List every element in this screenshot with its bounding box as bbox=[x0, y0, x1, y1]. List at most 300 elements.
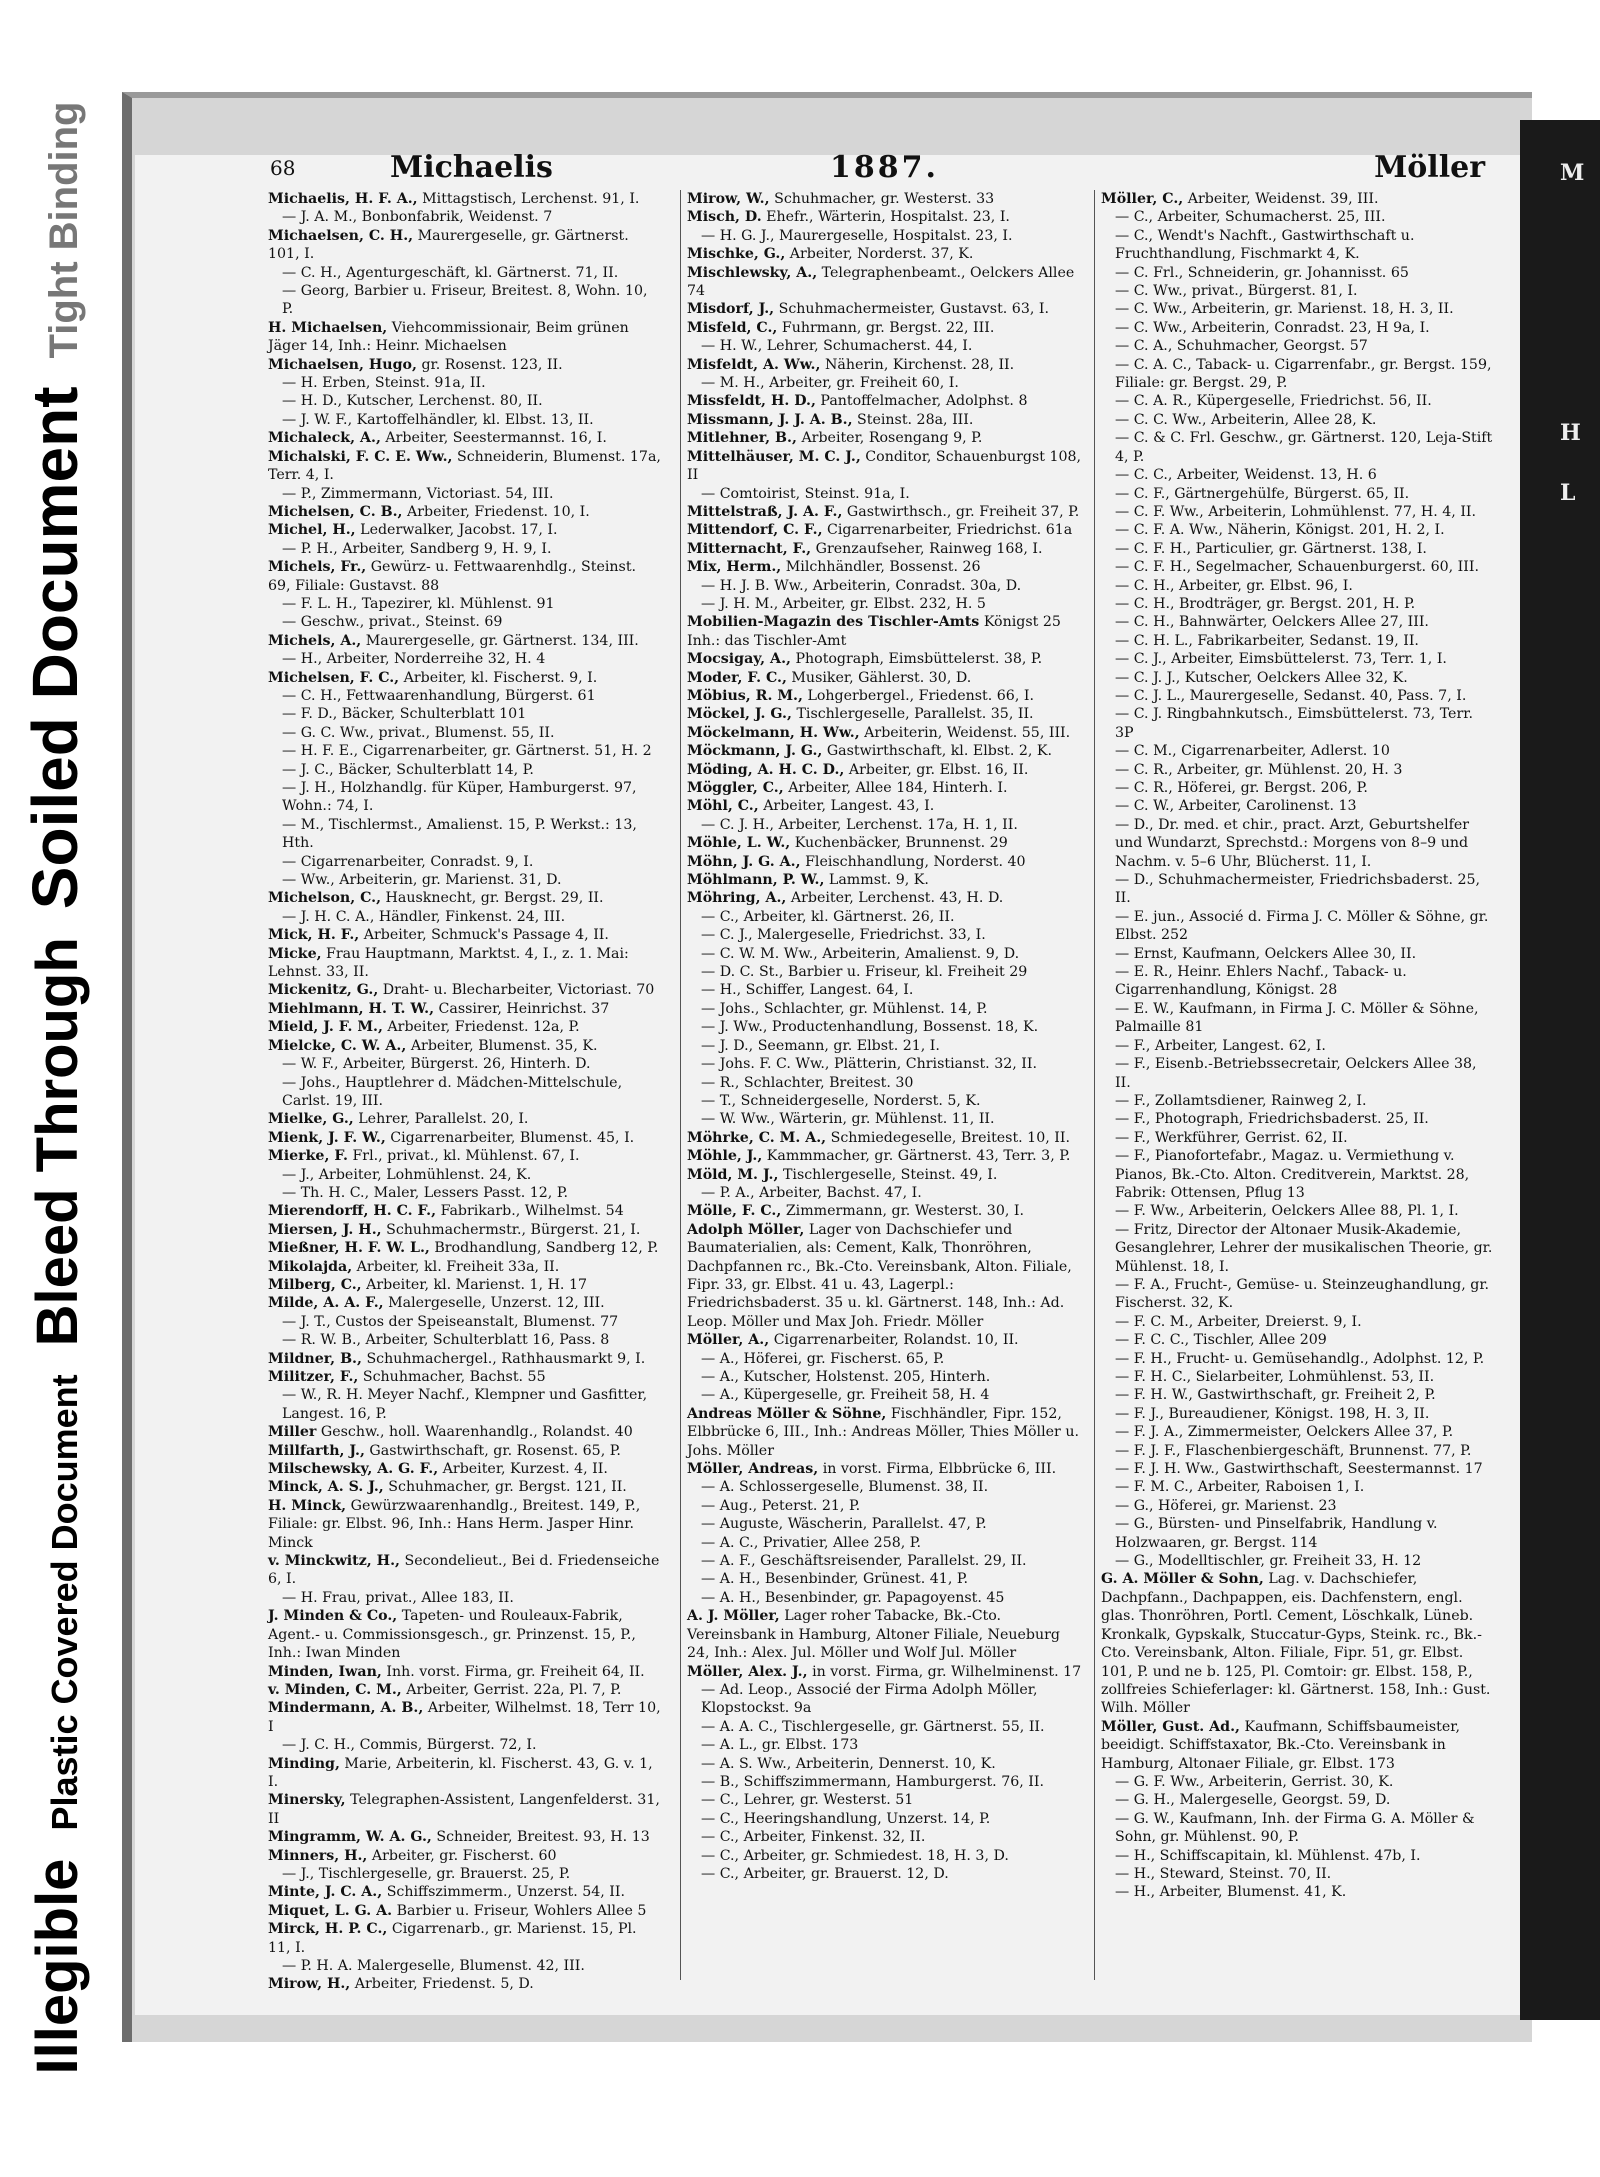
directory-entry bbox=[268, 1736, 663, 1754]
entry-text: — E. W., Kaufmann, in Firma J. C. Möller & Söhne, Palmaille 81 bbox=[1115, 1000, 1479, 1036]
directory-entry bbox=[268, 448, 663, 485]
entry-name: A. J. Möller, bbox=[687, 1608, 780, 1625]
directory-entry bbox=[687, 1092, 1082, 1110]
directory-entry bbox=[268, 1975, 663, 1993]
entry-text: — G., Bürsten- und Pinselfabrik, Handlung v. Holzwaaren, gr. Bergst. 114 bbox=[1115, 1516, 1438, 1551]
entry-text: — C. A. C., Taback- u. Cigarrenfabr., gr. Bergst. 159, Filiale: gr. Bergst. 29, P. bbox=[1115, 356, 1492, 392]
directory-entry bbox=[687, 429, 1082, 447]
directory-entry bbox=[1101, 1202, 1496, 1220]
entry-name: Mischlewsky, A., bbox=[687, 264, 818, 281]
entry-name: Michaelsen, Hugo, bbox=[268, 356, 417, 373]
directory-entry bbox=[687, 1570, 1082, 1588]
directory-entry bbox=[687, 1791, 1082, 1809]
entry-text: — F. C. M., Arbeiter, Dreierst. 9, I. bbox=[1115, 1313, 1362, 1330]
entry-name: G. A. Möller & Sohn, bbox=[1101, 1571, 1264, 1588]
entry-text: Viehcommissionair, Beim grünen Jäger 14, Inh.: Heinr. Michaelsen bbox=[268, 319, 629, 355]
entry-text: — F., Zollamtsdiener, Rainweg 2, I. bbox=[1115, 1092, 1367, 1109]
directory-entry bbox=[687, 1828, 1082, 1846]
directory-entry bbox=[687, 853, 1082, 871]
entry-text: Gewürz- u. Fettwaarenhdlg., Steinst. 69, Filiale: Gustavst. 88 bbox=[268, 559, 637, 594]
entry-name: Möbius, R. M., bbox=[687, 687, 803, 704]
entry-text: — H., Schiffer, Langest. 64, I. bbox=[701, 982, 914, 999]
directory-entry bbox=[268, 1037, 663, 1055]
directory-entry bbox=[268, 356, 663, 374]
entry-name: Möhl, C., bbox=[687, 798, 759, 815]
entry-name: Möller, A., bbox=[687, 1332, 770, 1349]
directory-entry bbox=[268, 1294, 663, 1312]
facing-glyph-3: L bbox=[1560, 480, 1576, 506]
entry-name: Mield, J. F. M., bbox=[268, 1019, 383, 1036]
entry-text: Cigarrenarbeiter, Blumenst. 45, I. bbox=[390, 1129, 635, 1146]
entry-text: Schuhmacher, Bachst. 55 bbox=[362, 1369, 546, 1385]
directory-entry bbox=[268, 1847, 663, 1865]
entry-text: — A. A. C., Tischlergeselle, gr. Gärtnerst. 55, II. bbox=[701, 1718, 1045, 1735]
entry-text: — C. H., Bahnwärter, Oelckers Allee 27, III. bbox=[1115, 614, 1429, 631]
entry-text: Brodhandlung, Sandberg 12, P. bbox=[434, 1240, 659, 1257]
directory-entry bbox=[268, 1497, 663, 1552]
entry-text: — C., Wendt's Nachft., Gastwirthschaft u. Fruchthandlung, Fischmarkt 4, K. bbox=[1115, 227, 1415, 263]
entry-text: — J. D., Seemann, gr. Elbst. 21, I. bbox=[701, 1037, 940, 1054]
entry-text: Frl., privat., kl. Mühlenst. 67, I. bbox=[352, 1148, 580, 1165]
entry-text: Photograph, Eimsbüttelerst. 38, P. bbox=[795, 651, 1043, 668]
directory-entry bbox=[1101, 208, 1496, 226]
entry-name: Michels, A., bbox=[268, 632, 362, 649]
entry-text: — P. H., Arbeiter, Sandberg 9, H. 9, I. bbox=[282, 540, 552, 557]
entry-text: — J. H. C. A., Händler, Finkenst. 24, III. bbox=[282, 908, 566, 925]
entry-text: — A. F., Geschäftsreisender, Parallelst. 29, II. bbox=[701, 1553, 1027, 1570]
entry-text: — A. H., Besenbinder, gr. Papagoyenst. 45 bbox=[701, 1589, 1005, 1606]
entry-text: — P., Zimmermann, Victoriast. 54, III. bbox=[282, 485, 554, 502]
entry-text: — W., R. H. Meyer Nachf., Klempner und Gasfitter, Langest. 16, P. bbox=[282, 1387, 648, 1422]
entry-text: Frau Hauptmann, Marktst. 4, I., z. 1. Mai: Lehnst. 33, II. bbox=[268, 945, 629, 981]
directory-entry bbox=[687, 208, 1082, 226]
entry-name: Mittendorf, C. F., bbox=[687, 522, 823, 539]
directory-entry bbox=[268, 1883, 663, 1901]
entry-name: Michalski, F. C. E. Ww., bbox=[268, 448, 453, 465]
directory-entry bbox=[268, 889, 663, 907]
directory-entry bbox=[687, 1129, 1082, 1147]
directory-entry bbox=[1101, 190, 1496, 208]
entry-text: — A. H., Besenbinder, Grünest. 41, P. bbox=[701, 1571, 969, 1588]
directory-entry bbox=[687, 1405, 1082, 1460]
directory-entry bbox=[268, 558, 663, 595]
entry-text: — F. J. A., Zimmermeister, Oelckers Allee 37, P. bbox=[1115, 1424, 1454, 1441]
entry-name: Miquet, L. G. A. bbox=[268, 1902, 393, 1919]
directory-entry bbox=[1101, 558, 1496, 576]
directory-entry bbox=[268, 669, 663, 687]
directory-entry bbox=[1101, 1276, 1496, 1313]
entry-name: Mirow, W., bbox=[687, 191, 770, 207]
entry-name: Minners, H., bbox=[268, 1847, 368, 1864]
directory-entry bbox=[268, 1902, 663, 1920]
entry-name: H. Michaelsen, bbox=[268, 319, 388, 336]
entry-name: Möhle, L. W., bbox=[687, 835, 791, 852]
entry-text: Arbeiter, gr. Elbst. 16, II. bbox=[848, 761, 1029, 778]
entry-text: — A., Kutscher, Holstenst. 205, Hinterh. bbox=[701, 1369, 991, 1385]
directory-entry bbox=[268, 926, 663, 944]
entry-name: Minersky, bbox=[268, 1792, 346, 1809]
directory-entry bbox=[268, 742, 663, 760]
entry-text: — C. R., Arbeiter, gr. Mühlenst. 20, H. 3 bbox=[1115, 761, 1403, 778]
directory-entry bbox=[1101, 264, 1496, 282]
directory-entry bbox=[687, 1607, 1082, 1662]
directory-entry bbox=[1101, 466, 1496, 484]
entry-text: Milchhändler, Bossenst. 26 bbox=[785, 559, 981, 576]
directory-entry bbox=[1101, 540, 1496, 558]
directory-entry bbox=[687, 1350, 1082, 1368]
directory-entry bbox=[268, 705, 663, 723]
entry-name: Minte, J. C. A., bbox=[268, 1884, 383, 1901]
entry-text: — F., Werkführer, Gerrist. 62, II. bbox=[1115, 1129, 1348, 1146]
directory-entry bbox=[687, 1166, 1082, 1184]
entry-text: — C. C., Arbeiter, Weidenst. 13, H. 6 bbox=[1115, 467, 1377, 484]
directory-entry bbox=[1101, 1350, 1496, 1368]
entry-text: Musiker, Gählerst. 30, D. bbox=[791, 669, 972, 686]
directory-entry bbox=[1101, 1442, 1496, 1460]
directory-entry bbox=[268, 1681, 663, 1699]
entry-text: Maurergeselle, gr. Gärtnerst. 101, I. bbox=[268, 227, 629, 263]
entry-text: — F. J. H. Ww., Gastwirthschaft, Seestermannst. 17 bbox=[1115, 1461, 1483, 1478]
directory-entry bbox=[268, 392, 663, 410]
directory-entry bbox=[687, 1386, 1082, 1404]
entry-text: Schuhmachermeister, Gustavst. 63, I. bbox=[778, 301, 1049, 318]
entry-text: — G., Höferei, gr. Marienst. 23 bbox=[1115, 1497, 1337, 1514]
entry-text: Inh. vorst. Firma, gr. Freiheit 64, II. bbox=[386, 1663, 645, 1680]
stamp-plastic-covered: Plastic Covered Document bbox=[44, 1374, 85, 1831]
directory-entry bbox=[268, 1184, 663, 1202]
entry-text: — Aug., Peterst. 21, P. bbox=[701, 1497, 861, 1514]
directory-entry bbox=[268, 1460, 663, 1478]
entry-text: Lager von Dachschiefer und Baumaterialien, als: Cement, Kalk, Thonröhren, Dachpfannen rc., Bk.-Cto. Vereinsbank, Alton. Filiale, Fipr. 33, gr. Elbst. 41 u. 43, Lagerpl.: Friedrichsbaderst. 35 u. kl. Gärtnerst. 148, Inh.: Ad. Leop. Möller und Max Joh. Friedr. Möller bbox=[687, 1221, 1072, 1330]
entry-name: Missmann, J. J. A. B., bbox=[687, 411, 853, 428]
entry-text: Grenzaufseher, Rainweg 168, I. bbox=[815, 540, 1043, 557]
directory-entry bbox=[687, 1810, 1082, 1828]
entry-text: — H., Arbeiter, Norderreihe 32, H. 4 bbox=[282, 651, 546, 668]
directory-entry bbox=[268, 1957, 663, 1975]
directory-entry bbox=[268, 1074, 663, 1111]
directory-entry bbox=[268, 945, 663, 982]
directory-entry bbox=[687, 337, 1082, 355]
entry-text: Gastwirthschaft, kl. Elbst. 2, K. bbox=[826, 743, 1053, 760]
directory-entry bbox=[687, 1773, 1082, 1791]
entry-text: — R. W. B., Arbeiter, Schulterblatt 16, Pass. 8 bbox=[282, 1332, 610, 1349]
directory-entry bbox=[268, 1791, 663, 1828]
directory-entry bbox=[1101, 595, 1496, 613]
entry-name: Möckel, J. G., bbox=[687, 706, 792, 723]
entry-text: — F. J. F., Flaschenbiergeschäft, Brunnenst. 77, P. bbox=[1115, 1442, 1472, 1459]
directory-column-2 bbox=[680, 190, 1082, 1980]
entry-text: Tapeten- und Rouleaux-Fabrik, Agent.- u. Commissionsgesch., gr. Prinzenst. 15, P., Inh.: Iwan Minden bbox=[268, 1608, 636, 1662]
directory-entry bbox=[268, 1350, 663, 1368]
entry-name: Misch, D. bbox=[687, 209, 762, 226]
entry-text: Draht- u. Blecharbeiter, Victoriast. 70 bbox=[382, 982, 655, 999]
entry-text: Lederwalker, Jacobst. 17, I. bbox=[360, 522, 558, 539]
directory-entry bbox=[1101, 319, 1496, 337]
directory-entry bbox=[687, 1552, 1082, 1570]
entry-name: Michelsen, C. B., bbox=[268, 503, 403, 520]
entry-text: Gastwirthschaft, gr. Rosenst. 65, P. bbox=[369, 1442, 621, 1459]
directory-entry bbox=[687, 485, 1082, 503]
entry-text: — F. Ww., Arbeiterin, Oelckers Allee 88, Pl. 1, I. bbox=[1115, 1203, 1459, 1220]
entry-text: — C. H., Arbeiter, gr. Elbst. 96, I. bbox=[1115, 577, 1353, 594]
entry-text: Kuchenbäcker, Brunnenst. 29 bbox=[794, 835, 1008, 852]
entry-name: Mienk, J. F. W., bbox=[268, 1129, 386, 1146]
entry-text: — C. H. L., Fabrikarbeiter, Sedanst. 19, II. bbox=[1115, 632, 1419, 649]
entry-text: Arbeiter, Friedenst. 10, I. bbox=[406, 503, 590, 520]
entry-text: — Ernst, Kaufmann, Oelckers Allee 30, II. bbox=[1115, 945, 1417, 962]
entry-text: — E. R., Heinr. Ehlers Nachf., Taback- u. Cigarrenhandlung, Königst. 28 bbox=[1115, 964, 1407, 999]
entry-text: gr. Rosenst. 123, II. bbox=[421, 356, 563, 373]
directory-entry bbox=[687, 926, 1082, 944]
entry-text: — G. W., Kaufmann, Inh. der Firma G. A. Möller & Sohn, gr. Mühlenst. 90, P. bbox=[1115, 1810, 1475, 1846]
directory-entry bbox=[268, 761, 663, 779]
entry-name: v. Minden, C. M., bbox=[268, 1681, 402, 1698]
directory-entry bbox=[268, 1368, 663, 1386]
entry-name: H. Minck, bbox=[268, 1497, 347, 1514]
directory-entry bbox=[687, 1055, 1082, 1073]
directory-entry bbox=[687, 1147, 1082, 1165]
entry-text: Schuhmacher, gr. Bergst. 121, II. bbox=[388, 1479, 627, 1496]
directory-entry bbox=[687, 1847, 1082, 1865]
entry-text: — P. A., Arbeiter, Bachst. 47, I. bbox=[701, 1184, 922, 1201]
entry-text: — A., Küpergeselle, gr. Freiheit 58, H. 4 bbox=[701, 1387, 990, 1404]
entry-text: — J., Arbeiter, Lohmühlenst. 24, K. bbox=[282, 1166, 532, 1183]
stamp-bleed-through: Bleed Through bbox=[25, 937, 90, 1347]
directory-entry bbox=[268, 1607, 663, 1662]
entry-text: — A. Schlossergeselle, Blumenst. 38, II. bbox=[701, 1479, 989, 1496]
directory-entry bbox=[1101, 1791, 1496, 1809]
header-right-word: Möller bbox=[1374, 150, 1485, 185]
entry-text: — F. C. C., Tischler, Allee 209 bbox=[1115, 1332, 1327, 1349]
directory-entry bbox=[687, 319, 1082, 337]
entry-name: Mielke, G., bbox=[268, 1111, 354, 1128]
directory-entry bbox=[268, 613, 663, 631]
entry-name: Adolph Möller, bbox=[687, 1221, 805, 1238]
directory-entry bbox=[1101, 687, 1496, 705]
directory-entry bbox=[268, 1258, 663, 1276]
entry-text: — D. C. St., Barbier u. Friseur, kl. Freiheit 29 bbox=[701, 964, 1028, 981]
entry-text: — C., Arbeiter, gr. Schmiedest. 18, H. 3, D. bbox=[701, 1847, 1009, 1864]
entry-name: Michaelsen, C. H., bbox=[268, 227, 414, 244]
entry-text: Arbeiter, kl. Freiheit 33a, II. bbox=[356, 1258, 560, 1275]
facing-glyph-2: H bbox=[1560, 420, 1581, 446]
directory-entry bbox=[1101, 1147, 1496, 1202]
stamp-illegible: Illegible bbox=[25, 1858, 90, 2075]
entry-name: Mierke, F. bbox=[268, 1148, 348, 1165]
entry-name: Mischke, G., bbox=[687, 246, 786, 263]
directory-column-1 bbox=[268, 190, 663, 1993]
directory-entry bbox=[1101, 411, 1496, 429]
directory-entry bbox=[268, 1276, 663, 1294]
entry-text: Lammst. 9, K. bbox=[828, 872, 929, 889]
entry-name: Möller, Andreas, bbox=[687, 1461, 819, 1478]
directory-entry bbox=[1101, 485, 1496, 503]
entry-name: Mickenitz, G., bbox=[268, 982, 379, 999]
directory-entry bbox=[1101, 705, 1496, 742]
directory-entry bbox=[1101, 1386, 1496, 1404]
directory-entry bbox=[687, 1221, 1082, 1331]
entry-text: — A., Höferei, gr. Fischerst. 65, P. bbox=[701, 1350, 945, 1367]
entry-text: — T., Schneidergeselle, Norderst. 5, K. bbox=[701, 1092, 981, 1109]
directory-entry bbox=[1101, 761, 1496, 779]
entry-name: Mocsigay, A., bbox=[687, 651, 791, 668]
entry-text: — Ww., Arbeiterin, gr. Marienst. 31, D. bbox=[282, 872, 562, 889]
entry-text: — J. T., Custos der Speiseanstalt, Blumenst. 77 bbox=[282, 1313, 619, 1330]
entry-text: Arbeiter, Kurzest. 4, II. bbox=[442, 1461, 608, 1478]
directory-entry bbox=[1101, 1055, 1496, 1092]
entry-text: Gewürzwaarenhandlg., Breitest. 149, P., Filiale: gr. Elbst. 96, Inh.: Hans Herm. Jasper Hinr. Minck bbox=[268, 1497, 641, 1551]
directory-entry bbox=[687, 227, 1082, 245]
entry-name: Mittelhäuser, M. C. J., bbox=[687, 448, 861, 465]
directory-entry bbox=[268, 871, 663, 889]
directory-entry bbox=[687, 374, 1082, 392]
entry-text: Cigarrenarb., gr. Marienst. 15, Pl. 11, I. bbox=[268, 1921, 637, 1956]
entry-text: — H. G. J., Maurergeselle, Hospitalst. 23, I. bbox=[701, 227, 1013, 244]
directory-entry bbox=[687, 1497, 1082, 1515]
directory-entry bbox=[1101, 669, 1496, 687]
entry-text: Schiffszimmerm., Unzerst. 54, II. bbox=[386, 1884, 626, 1901]
directory-entry bbox=[268, 1699, 663, 1736]
directory-entry bbox=[687, 1736, 1082, 1754]
entry-text: — Fritz, Director der Altonaer Musik-Akademie, Gesanglehrer, Lehrer der musikalischen Theorie, gr. Mühlenst. 18, I. bbox=[1115, 1221, 1493, 1275]
entry-text: — G. H., Malergeselle, Georgst. 59, D. bbox=[1115, 1792, 1391, 1809]
directory-entry bbox=[1101, 227, 1496, 264]
entry-name: Mießner, H. F. W. L., bbox=[268, 1240, 430, 1257]
entry-name: Mildner, B., bbox=[268, 1350, 362, 1367]
entry-text: — W. Ww., Wärterin, gr. Mühlenst. 11, II. bbox=[701, 1111, 995, 1128]
entry-name: Misfeldt, A. Ww., bbox=[687, 356, 821, 373]
entry-name: Mikolajda, bbox=[268, 1258, 353, 1275]
entry-name: Militzer, F., bbox=[268, 1369, 359, 1385]
entry-name: Milberg, C., bbox=[268, 1276, 362, 1293]
entry-text: Fleischhandlung, Norderst. 40 bbox=[805, 853, 1026, 870]
directory-entry bbox=[687, 448, 1082, 485]
entry-text: — A. C., Privatier, Allee 258, P. bbox=[701, 1534, 921, 1551]
entry-name: Michels, Fr., bbox=[268, 559, 367, 576]
entry-text: Conditor, Schauenburgst 108, II bbox=[687, 448, 1082, 484]
entry-text: — D., Dr. med. et chir., pract. Arzt, Geburtshelfer und Wundarzt, Sprechstd.: Morgens von 8–9 und Nachm. v. 5–6 Uhr, Blücherst. 11, I. bbox=[1115, 816, 1470, 870]
entry-name: Mölle, F. C., bbox=[687, 1203, 782, 1220]
entry-text: — C. Ww., Arbeiterin, Conradst. 23, H 9a, I. bbox=[1115, 319, 1430, 336]
entry-name: Mierendorff, H. C. F., bbox=[268, 1203, 437, 1220]
directory-entry bbox=[687, 1755, 1082, 1773]
directory-entry bbox=[687, 1663, 1082, 1681]
entry-text: — G. C. Ww., privat., Blumenst. 55, II. bbox=[282, 724, 555, 741]
entry-text: — C. F. A. Ww., Näherin, Königst. 201, H. 2, I. bbox=[1115, 522, 1445, 539]
entry-text: in vorst. Firma, gr. Wilhelminenst. 17 bbox=[812, 1663, 1082, 1680]
header-year: 1887. bbox=[830, 150, 939, 185]
entry-name: Andreas Möller & Söhne, bbox=[687, 1405, 887, 1422]
entry-text: — C. H., Agenturgeschäft, kl. Gärtnerst. 71, II. bbox=[282, 264, 619, 281]
entry-text: Näherin, Kirchenst. 28, II. bbox=[824, 356, 1015, 373]
entry-text: — F. M. C., Arbeiter, Raboisen 1, I. bbox=[1115, 1479, 1365, 1496]
entry-text: — Johs. F. C. Ww., Plätterin, Christianst. 32, II. bbox=[701, 1056, 1037, 1073]
entry-text: — C. H., Fettwaarenhandlung, Bürgerst. 61 bbox=[282, 687, 596, 704]
entry-text: — C. J., Arbeiter, Eimsbüttelerst. 73, Terr. 1, I. bbox=[1115, 651, 1447, 668]
entry-text: — J. A. M., Bonbonfabrik, Weidenst. 7 bbox=[282, 209, 553, 226]
entry-text: — Comtoirist, Steinst. 91a, I. bbox=[701, 485, 910, 502]
directory-entry bbox=[268, 374, 663, 392]
directory-entry bbox=[687, 1000, 1082, 1018]
directory-entry bbox=[687, 1110, 1082, 1128]
entry-name: Misfeld, C., bbox=[687, 319, 778, 336]
directory-entry bbox=[1101, 356, 1496, 393]
directory-entry bbox=[687, 908, 1082, 926]
entry-text: Zimmermann, gr. Westerst. 30, I. bbox=[785, 1203, 1024, 1220]
entry-name: Möding, A. H. C. D., bbox=[687, 761, 845, 778]
directory-entry bbox=[268, 908, 663, 926]
entry-name: Millfarth, J., bbox=[268, 1442, 365, 1459]
directory-entry bbox=[268, 227, 663, 264]
directory-entry bbox=[687, 540, 1082, 558]
entry-text: Arbeiter, kl. Marienst. 1, H. 17 bbox=[366, 1276, 588, 1293]
directory-entry bbox=[687, 871, 1082, 889]
entry-text: Gastwirthsch., gr. Freiheit 37, P. bbox=[846, 503, 1080, 520]
entry-text: — C., Heeringshandlung, Unzerst. 14, P. bbox=[701, 1810, 991, 1827]
stamp-tight-binding: Tight Binding bbox=[42, 101, 86, 359]
directory-entry bbox=[268, 1423, 663, 1441]
directory-entry bbox=[268, 853, 663, 871]
directory-entry bbox=[268, 503, 663, 521]
entry-text: — C. J. J., Kutscher, Oelckers Allee 32, K. bbox=[1115, 669, 1408, 686]
directory-entry bbox=[268, 1166, 663, 1184]
entry-text: — F. H., Frucht- u. Gemüsehandlg., Adolphst. 12, P. bbox=[1115, 1350, 1485, 1367]
entry-text: — C., Arbeiter, kl. Gärtnerst. 26, II. bbox=[701, 908, 955, 925]
directory-entry bbox=[1101, 521, 1496, 539]
entry-name: Möller, Alex. J., bbox=[687, 1663, 808, 1680]
entry-text: Arbeiter, Schmuck's Passage 4, II. bbox=[363, 927, 609, 944]
entry-text: Arbeiter, gr. Fischerst. 60 bbox=[371, 1847, 557, 1864]
entry-text: — J. W. F., Kartoffelhändler, kl. Elbst. 13, II. bbox=[282, 411, 594, 428]
directory-entry bbox=[268, 1865, 663, 1883]
entry-name: Möhrke, C. M. A., bbox=[687, 1129, 827, 1146]
entry-text: — Geschw., privat., Steinst. 69 bbox=[282, 614, 503, 631]
entry-text: — E. jun., Associé d. Firma J. C. Möller & Söhne, gr. Elbst. 252 bbox=[1115, 908, 1489, 944]
directory-entry bbox=[687, 595, 1082, 613]
directory-entry bbox=[687, 981, 1082, 999]
directory-entry bbox=[268, 429, 663, 447]
entry-name: Möhn, J. G. A., bbox=[687, 853, 801, 870]
directory-entry bbox=[687, 945, 1082, 963]
directory-entry bbox=[268, 540, 663, 558]
directory-entry bbox=[1101, 429, 1496, 466]
directory-entry bbox=[268, 1331, 663, 1349]
entry-text: Arbeiter, Rosengang 9, P. bbox=[801, 430, 983, 447]
entry-text: — G., Modelltischler, gr. Freiheit 33, H. 12 bbox=[1115, 1553, 1422, 1570]
entry-text: — Johs., Hauptlehrer d. Mädchen-Mittelschule, Carlst. 19, III. bbox=[282, 1074, 623, 1109]
directory-entry bbox=[268, 1055, 663, 1073]
directory-entry bbox=[1101, 282, 1496, 300]
entry-text: — C. J. Ringbahnkutsch., Eimsbüttelerst. 73, Terr. 3P bbox=[1115, 706, 1473, 741]
directory-entry bbox=[268, 981, 663, 999]
directory-entry bbox=[687, 1865, 1082, 1883]
entry-text: — P. H. A. Malergeselle, Blumenst. 42, III. bbox=[282, 1958, 585, 1974]
directory-entry bbox=[687, 264, 1082, 301]
directory-entry bbox=[268, 1110, 663, 1128]
directory-entry bbox=[687, 245, 1082, 263]
entry-text: — C. C. Ww., Arbeiterin, Allee 28, K. bbox=[1115, 411, 1377, 428]
directory-entry bbox=[1101, 1313, 1496, 1331]
entry-text: — C. F. Ww., Arbeiterin, Lohmühlenst. 77, H. 4, II. bbox=[1115, 503, 1477, 520]
directory-entry bbox=[268, 485, 663, 503]
entry-text: — J. H., Holzhandlg. für Küper, Hamburgerst. 97, Wohn.: 74, I. bbox=[282, 780, 637, 815]
entry-text: Mittagstisch, Lerchenst. 91, I. bbox=[422, 191, 640, 207]
entry-text: — H. Frau, privat., Allee 183, II. bbox=[282, 1589, 514, 1606]
directory-entry bbox=[268, 724, 663, 742]
entry-text: — Ad. Leop., Associé der Firma Adolph Möller, Klopstockst. 9a bbox=[701, 1681, 1038, 1717]
header-left-word: Michaelis bbox=[390, 150, 553, 185]
directory-entry bbox=[687, 1074, 1082, 1092]
